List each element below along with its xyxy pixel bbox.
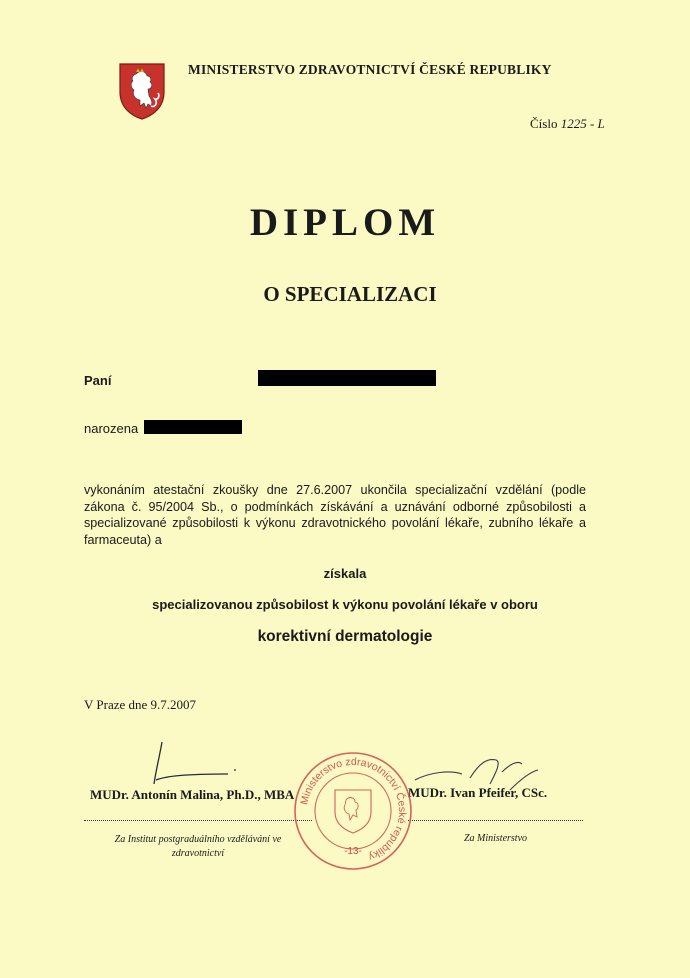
specialization-field: korektivní dermatologie — [257, 628, 433, 645]
diploma-subtitle: O SPECIALIZACI — [263, 282, 437, 306]
right-signer-role: Za Ministerstvo — [463, 833, 528, 844]
document-number — [530, 116, 605, 132]
number-value: 1225 - L — [560, 116, 605, 131]
redacted-birthdate-bar — [144, 420, 242, 434]
salutation: Paní — [84, 373, 112, 388]
ministry-heading: MINISTERSTVO ZDRAVOTNICTVÍ ČESKÉ REPUBLIKY — [188, 62, 552, 77]
left-signature-icon — [146, 740, 246, 790]
left-signer-name: MUDr. Antonín Malina, Ph.D., MBA — [90, 787, 295, 802]
redacted-name-bar — [258, 370, 436, 386]
place-date: V Praze dne 9.7.2007 — [84, 697, 197, 712]
number-label: Číslo — [530, 116, 558, 131]
stamp-ring-text: Ministerstvo zdravotnictví České republiky — [298, 755, 409, 863]
left-signature-line — [84, 820, 312, 821]
specialization-line: specializovanou způsobilost k výkonu povolání lékaře v oboru — [152, 597, 538, 612]
ziskala-text: získala — [323, 566, 367, 581]
body-paragraph: vykonáním atestační zkoušky dne 27.6.2007 ukončila specializační vzdělání (podle zákona č. 95/2004 Sb., o podmínkách získávání a uznávání odborné způsobilosti a specializované způsobilosti k výkonu zdravotnického povolání lékaře, zubního lékaře a farmaceuta) a — [84, 483, 586, 547]
stamp-number: -13- — [344, 846, 362, 857]
left-role-line-1: Za Institut postgraduálního vzdělávání ve — [114, 834, 282, 845]
left-role-line-2: zdravotnictví — [171, 848, 225, 859]
born-label: narozena — [84, 421, 139, 436]
left-signer-role — [84, 833, 312, 861]
right-signature-line — [408, 820, 583, 821]
diploma-title: DIPLOM — [249, 201, 441, 244]
czech-coat-of-arms-icon — [118, 62, 166, 120]
official-stamp-icon — [293, 750, 413, 872]
right-signer-name: MUDr. Ivan Pfeifer, CSc. — [408, 785, 548, 800]
